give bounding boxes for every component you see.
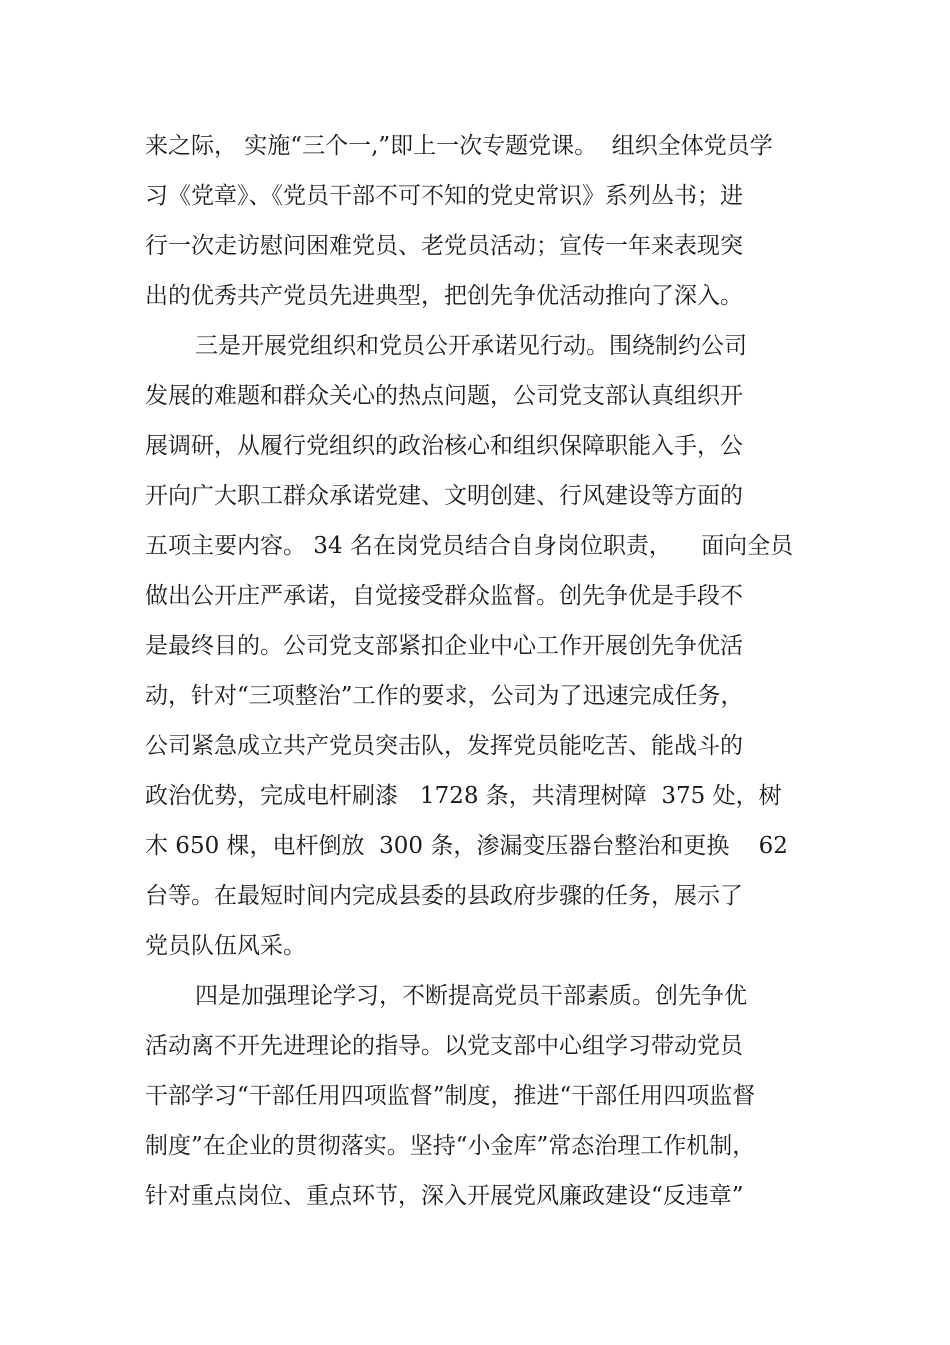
text-line: 木 650 棵，电杆倒放 300 条，渗漏变压器台整治和更换 62 [145, 833, 788, 859]
text-line: 制度”在企业的贯彻落实。坚持“小金库”常态治理工作机制， [145, 1133, 756, 1159]
text-line: 台等。在最短时间内完成县委的县政府步骤的任务，展示了 [145, 883, 743, 909]
text-line: 做出公开庄严承诺，自觉接受群众监督。创先争优是手段不 [145, 583, 743, 609]
paragraph-start-line: 四是加强理论学习，不断提高党员干部素质。创先争优 [195, 983, 747, 1009]
text-line: 展调研，从履行党组织的政治核心和组织保障职能入手，公 [145, 433, 743, 459]
text-line: 来之际， 实施“三个一,”即上一次专题党课。 组织全体党员学 [145, 133, 773, 159]
text-line: 针对重点岗位、重点环节，深入开展党风廉政建设“反违章” [145, 1183, 744, 1209]
text-line: 五项主要内容。 34 名在岗党员结合自身岗位职责， 面向全员 [145, 533, 794, 559]
text-line: 开向广大职工群众承诺党建、文明创建、行风建设等方面的 [145, 483, 743, 509]
text-line: 党员队伍风采。 [145, 933, 306, 959]
text-line: 是最终目的。公司党支部紧扣企业中心工作开展创先争优活 [145, 633, 743, 659]
text-line: 政治优势，完成电杆刷漆 1728 条，共清理树障 375 处，树 [145, 783, 782, 809]
body-text [145, 121, 845, 1221]
text-line: 公司紧急成立共产党员突击队，发挥党员能吃苦、能战斗的 [145, 733, 743, 759]
text-line: 出的优秀共产党员先进典型，把创先争优活动推向了深入。 [145, 283, 743, 309]
text-line: 习《党章》、《党员干部不可不知的党史常识》系列丛书；进 [145, 183, 743, 209]
paragraph-start-line: 三是开展党组织和党员公开承诺见行动。围绕制约公司 [195, 333, 747, 359]
text-line: 活动离不开先进理论的指导。以党支部中心组学习带动党员 [145, 1033, 743, 1059]
text-line: 行一次走访慰问困难党员、老党员活动；宣传一年来表现突 [145, 233, 743, 259]
text-line: 干部学习“干部任用四项监督”制度，推进“干部任用四项监督 [145, 1083, 756, 1109]
text-line: 动，针对“三项整治”工作的要求，公司为了迅速完成任务， [145, 683, 744, 709]
text-line: 发展的难题和群众关心的热点问题，公司党支部认真组织开 [145, 383, 743, 409]
